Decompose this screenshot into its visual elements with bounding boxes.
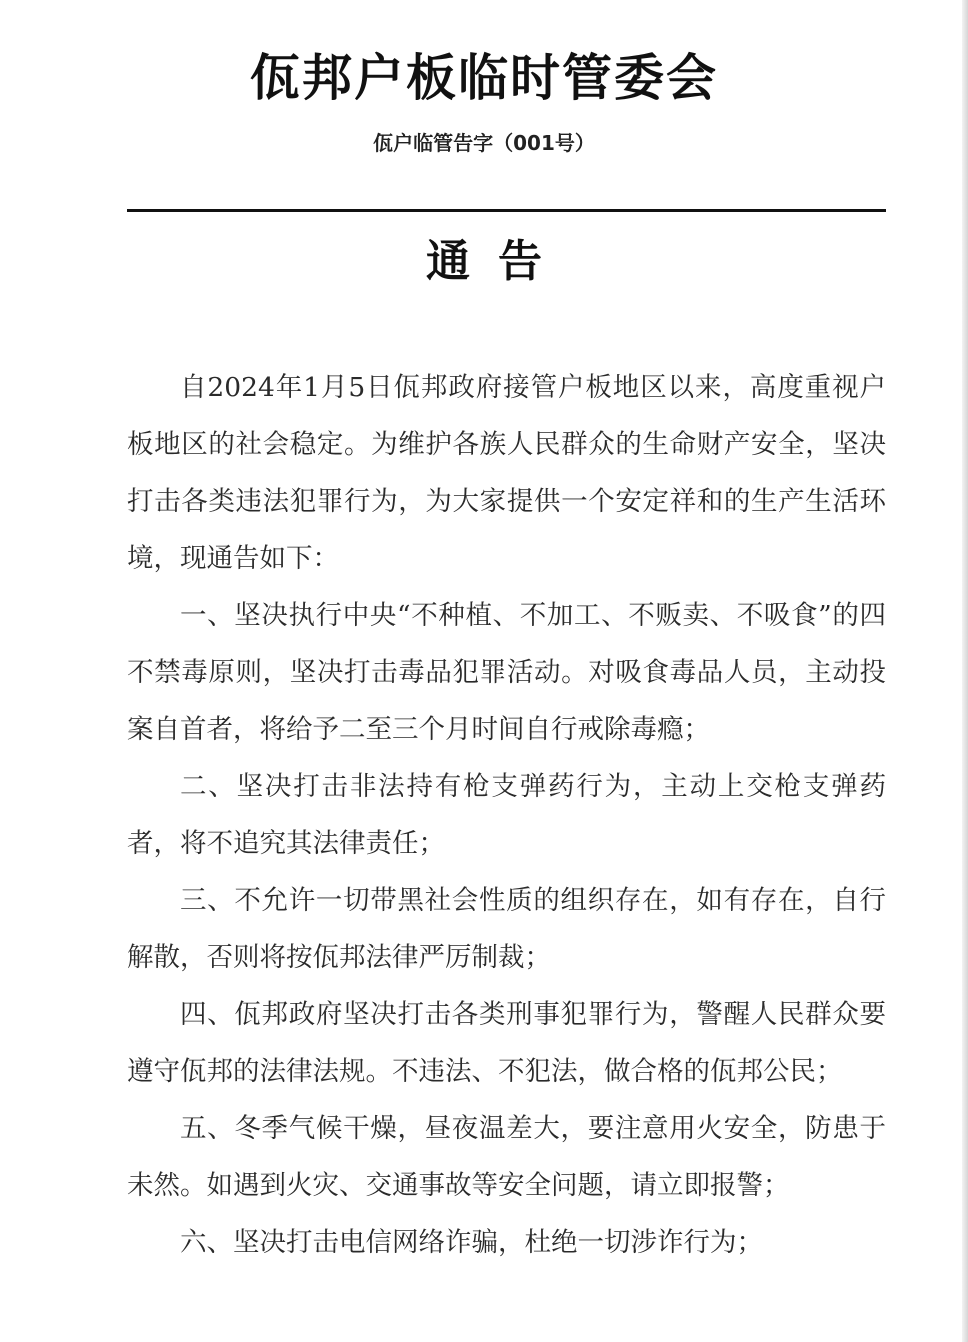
- issuer-title: 佤邦户板临时管委会: [250, 49, 718, 107]
- paragraph-item-3: 三、不允许一切带黑社会性质的组织存在，如有存在，自行解散，否则将按佤邦法律严厉制裁；: [127, 885, 886, 973]
- paragraph-item-6: 六、坚决打击电信网络诈骗，杜绝一切涉诈行为；: [180, 1227, 763, 1258]
- page-edge: [962, 0, 968, 1342]
- header-divider: [127, 209, 886, 212]
- document-number: 佤户临管告字（001号）: [373, 131, 595, 155]
- paragraph-item-1: 一、坚决执行中央“不种植、不加工、不贩卖、不吸食”的四不禁毒原则，坚决打击毒品犯罪活动。对吸食毒品人员，主动投案自首者，将给予二至三个月时间自行戒除毒瘾；: [127, 600, 886, 745]
- paragraph-item-4: 四、佤邦政府坚决打击各类刑事犯罪行为，警醒人民群众要遵守佤邦的法律法规。不违法、不犯法，做合格的佤邦公民；: [127, 999, 886, 1087]
- notice-body: [127, 359, 886, 1271]
- paragraph-intro: 自2024年1月5日佤邦政府接管户板地区以来，高度重视户板地区的社会稳定。为维护各族人民群众的生命财产安全，坚决打击各类违法犯罪行为，为大家提供一个安定祥和的生产生活环境，现通告如下：: [127, 372, 886, 574]
- paragraph-item-5: 五、冬季气候干燥，昼夜温差大，要注意用火安全，防患于未然。如遇到火灾、交通事故等安全问题，请立即报警；: [127, 1113, 886, 1201]
- paragraph-item-2: 二、坚决打击非法持有枪支弹药行为，主动上交枪支弹药者，将不追究其法律责任；: [127, 771, 886, 859]
- notice-heading: 通告: [426, 236, 570, 287]
